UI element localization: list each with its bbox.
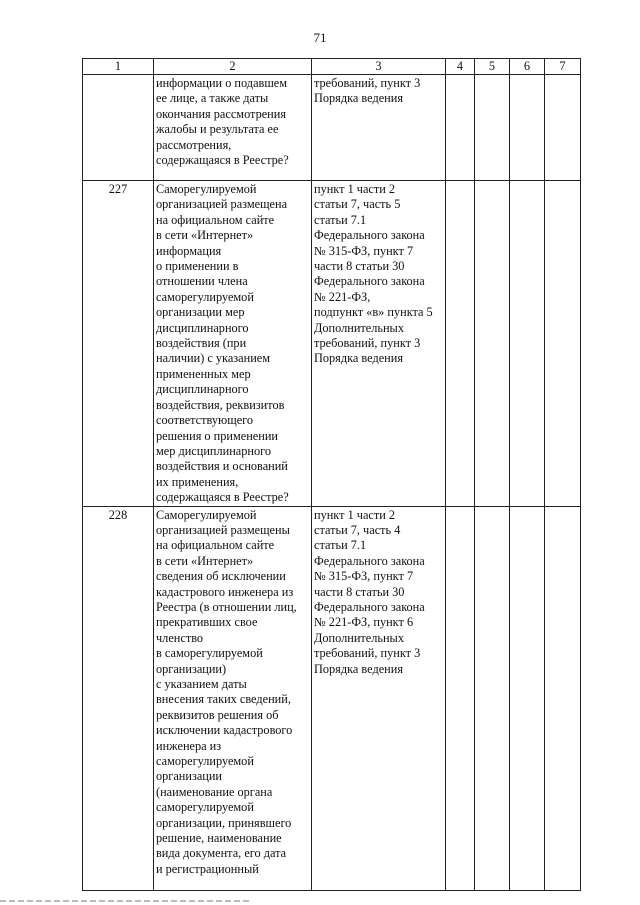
- text-line: части 8 статьи 30: [314, 584, 405, 599]
- header-cell-2: 2: [154, 59, 312, 75]
- text-line: Порядка ведения: [314, 91, 403, 106]
- text-line: Дополнительных: [314, 320, 404, 335]
- text-line: статьи 7, часть 5: [314, 197, 401, 212]
- text-line: № 221-ФЗ,: [314, 289, 371, 304]
- text-line: Федерального закона: [314, 274, 425, 289]
- text-line: информация: [156, 243, 222, 258]
- requirement-text-cell: [154, 506, 312, 890]
- row-number-cell: 227: [83, 181, 154, 507]
- text-line: организации): [156, 661, 227, 676]
- text-line: Порядка ведения: [314, 661, 403, 676]
- text-line: о применении в: [156, 259, 239, 274]
- text-line: организацией размещена: [156, 197, 288, 212]
- empty-cell-col-5: [475, 181, 510, 507]
- empty-cell-col-7: [545, 181, 581, 507]
- page-number: 71: [313, 30, 327, 45]
- text-line: в саморегулируемой: [156, 646, 263, 661]
- text-line: и регистрационный: [156, 861, 259, 876]
- text-line: отношении члена: [156, 274, 248, 289]
- table-row: [83, 506, 581, 890]
- header-cell-1: 1: [83, 59, 154, 75]
- text-line: воздействия, реквизитов: [156, 397, 285, 412]
- requirement-text-cell: [154, 75, 312, 181]
- legal-basis-cell: [312, 75, 446, 181]
- header-cell-3: 3: [312, 59, 446, 75]
- text-line: в сети «Интернет»: [156, 228, 254, 243]
- row-number-cell: [83, 75, 154, 181]
- header-cell-4: 4: [446, 59, 475, 75]
- text-line: Порядка ведения: [314, 351, 403, 366]
- text-line: статьи 7, часть 4: [314, 522, 401, 537]
- text-line: информации о подавшем: [156, 76, 288, 90]
- text-line: пункт 1 части 2: [314, 507, 396, 522]
- text-line: Федерального закона: [314, 228, 425, 243]
- text-line: вида документа, его дата: [156, 846, 287, 861]
- empty-cell-col-4: [446, 75, 475, 181]
- text-line: решения о применении: [156, 428, 278, 443]
- text-line: организации, принявшего: [156, 815, 292, 830]
- table-row: [83, 75, 581, 181]
- requirements-table: [82, 58, 581, 891]
- text-line: Федерального закона: [314, 553, 425, 568]
- text-line: решение, наименование: [156, 831, 282, 846]
- text-line: № 315-ФЗ, пункт 7: [314, 569, 414, 584]
- text-line: саморегулируемой: [156, 289, 254, 304]
- text-line: сведения об исключении: [156, 569, 286, 584]
- text-line: жалобы и результата ее: [156, 122, 279, 137]
- text-line: исключении кадастрового: [156, 723, 293, 738]
- text-line: кадастрового инженера из: [156, 584, 294, 599]
- text-line: требований, пункт 3: [314, 646, 421, 661]
- text-line: организацией размещены: [156, 522, 290, 537]
- text-line: статьи 7.1: [314, 538, 367, 553]
- text-line: членство: [156, 630, 204, 645]
- text-line: дисциплинарного: [156, 382, 249, 397]
- text-line: требований, пункт 3: [314, 336, 421, 351]
- text-line: саморегулируемой: [156, 800, 254, 815]
- empty-cell-col-7: [545, 75, 581, 181]
- requirement-text-cell: [154, 181, 312, 507]
- text-line: Дополнительных: [314, 630, 404, 645]
- row-number-cell: 228: [83, 506, 154, 890]
- text-line: организации мер: [156, 305, 245, 320]
- text-line: в сети «Интернет»: [156, 553, 254, 568]
- text-line: дисциплинарного: [156, 320, 249, 335]
- text-line: с указанием даты: [156, 677, 247, 691]
- text-line: Саморегулируемой: [156, 182, 257, 196]
- legal-basis-cell: [312, 506, 446, 890]
- empty-cell-col-4: [446, 506, 475, 890]
- text-line: инженера из: [156, 738, 222, 753]
- text-line: содержащаяся в Реестре?: [156, 490, 289, 505]
- text-line: № 221-ФЗ, пункт 6: [314, 615, 414, 630]
- text-line: № 315-ФЗ, пункт 7: [314, 243, 414, 258]
- empty-cell-col-6: [510, 75, 545, 181]
- text-line: Реестра (в отношении лиц,: [156, 599, 297, 614]
- empty-cell-col-5: [475, 75, 510, 181]
- text-line: реквизитов решения об: [156, 707, 279, 722]
- header-cell-5: 5: [475, 59, 510, 75]
- table-row: [83, 181, 581, 507]
- text-line: мер дисциплинарного: [156, 443, 272, 458]
- text-line: рассмотрения,: [156, 137, 232, 152]
- text-line: внесения таких сведений,: [156, 692, 291, 707]
- text-line: статьи 7.1: [314, 212, 367, 227]
- text-line: ее лице, а также даты: [156, 91, 269, 106]
- text-line: Саморегулируемой: [156, 507, 257, 522]
- empty-cell-col-7: [545, 506, 581, 890]
- text-line: организации: [156, 769, 223, 784]
- text-line: содержащаяся в Реестре?: [156, 153, 289, 168]
- empty-cell-col-6: [510, 506, 545, 890]
- header-cell-6: 6: [510, 59, 545, 75]
- text-line: наличии) с указанием: [156, 351, 271, 366]
- text-line: требований, пункт 3: [314, 76, 421, 90]
- text-line: их применения,: [156, 474, 239, 489]
- text-line: окончания рассмотрения: [156, 106, 286, 121]
- header-cell-7: 7: [545, 59, 581, 75]
- legal-basis-cell: [312, 181, 446, 507]
- empty-cell-col-6: [510, 181, 545, 507]
- text-line: Федерального закона: [314, 599, 425, 614]
- empty-cell-col-5: [475, 506, 510, 890]
- text-line: примененных мер: [156, 366, 251, 381]
- text-line: соответствующего: [156, 413, 254, 428]
- text-line: на официальном сайте: [156, 538, 275, 553]
- text-line: части 8 статьи 30: [314, 259, 405, 274]
- table-header-row: [83, 59, 581, 75]
- text-line: подпункт «в» пункта 5: [314, 305, 433, 320]
- text-line: саморегулируемой: [156, 754, 254, 769]
- text-line: воздействия и оснований: [156, 459, 288, 474]
- empty-cell-col-4: [446, 181, 475, 507]
- text-line: воздействия (при: [156, 336, 247, 351]
- text-line: на официальном сайте: [156, 212, 275, 227]
- text-line: пункт 1 части 2: [314, 182, 396, 196]
- text-line: (наименование органа: [156, 784, 273, 799]
- text-line: прекративших свое: [156, 615, 258, 630]
- scan-artifact: [0, 900, 250, 902]
